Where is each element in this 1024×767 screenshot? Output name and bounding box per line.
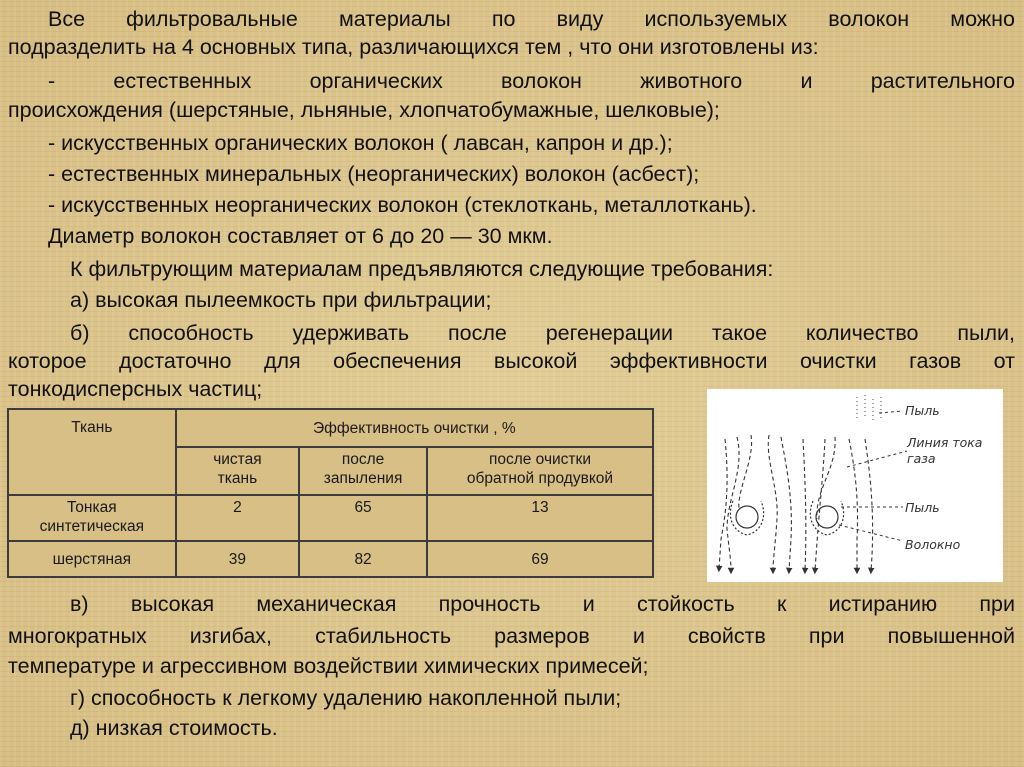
table-cell-clean: 39: [176, 541, 300, 577]
requirement-e: д) низкая стоимость.: [70, 716, 278, 740]
table-cell-fabric: Тонкая синтетическая: [8, 495, 176, 541]
table-cell-dusted: 82: [299, 541, 427, 577]
pointer-lines: [839, 411, 907, 541]
requirement-c-line3: температуре и агрессивном воздействии химических примесей;: [8, 654, 649, 678]
table-header-efficiency: Эффективность очистки , %: [176, 409, 653, 447]
requirement-b-line1: б) способность удерживать после регенерации такое количество пыли,: [70, 321, 1015, 345]
requirement-a: а) высокая пылеемкость при фильтрации;: [70, 288, 492, 312]
dust-particles: [857, 395, 881, 421]
filtration-diagram: [707, 389, 1003, 582]
list-item-natural-mineral: - естественных минеральных (неорганических) волокон (асбест);: [48, 162, 700, 186]
diagram-label-dust-mid: Пыль: [905, 500, 940, 515]
table-header-fabric: Ткань: [8, 409, 176, 495]
paragraph-requirements-intro: К фильтрующим материалам предъявляются следующие требования:: [70, 257, 774, 281]
requirement-b-line2: которое достаточно для обеспечения высокой эффективности очистки газов от: [8, 349, 1015, 373]
table-cell-backflush: 13: [427, 495, 653, 541]
table-cell-dusted: 65: [299, 495, 427, 541]
diagram-label-fiber: Волокно: [905, 537, 961, 552]
requirement-d: г) способность к легкому удалению накопленной пыли;: [70, 686, 622, 710]
requirement-c-line1: в) высокая механическая прочность и стойкость к истиранию при: [70, 592, 1015, 616]
paragraph-intro-line2: подразделить на 4 основных типа, различающихся тем , что они изготовлены из:: [8, 35, 819, 59]
diagram-label-dust-top: Пыль: [905, 403, 940, 418]
list-item-artificial-inorganic: - искусственных неорганических волокон (стеклоткань, металлоткань).: [48, 193, 757, 217]
paragraph-fiber-diameter: Диаметр волокон составляет от 6 до 20 — 30 мкм.: [48, 224, 553, 248]
list-item-artificial-organic: - искусственных органических волокон ( лавсан, капрон и др.);: [48, 131, 673, 155]
fibers: [730, 501, 843, 535]
filtration-diagram-svg: [707, 389, 1003, 582]
table-subheader-dusted: после запыления: [299, 447, 427, 495]
requirement-b-line3: тонкодисперсных частиц;: [8, 377, 263, 401]
paragraph-intro-line1: Все фильтровальные материалы по виду используемых волокон можно: [48, 7, 1015, 31]
requirement-c-line2: многократных изгибах, стабильность размеров и свойств при повышенной: [8, 624, 1015, 648]
diagram-label-streamline-line1: Линия тока: [907, 435, 983, 450]
efficiency-table: [7, 408, 654, 578]
table-row: [8, 495, 653, 541]
table-cell-fabric: шерстяная: [8, 541, 176, 577]
table-row: [8, 541, 653, 577]
table-subheader-backflush: после очистки обратной продувкой: [427, 447, 653, 495]
table-cell-clean: 2: [176, 495, 300, 541]
table-cell-backflush: 69: [427, 541, 653, 577]
table-subheader-clean: чистая ткань: [176, 447, 300, 495]
list-item-natural-organic-line2: происхождения (шерстяные, льняные, хлопчатобумажные, шелковые);: [8, 98, 720, 122]
streamlines: [719, 435, 873, 571]
diagram-label-streamline-line2: газа: [907, 451, 936, 466]
list-item-natural-organic-line1: - естественных органических волокон животного и растительного: [48, 69, 1015, 93]
